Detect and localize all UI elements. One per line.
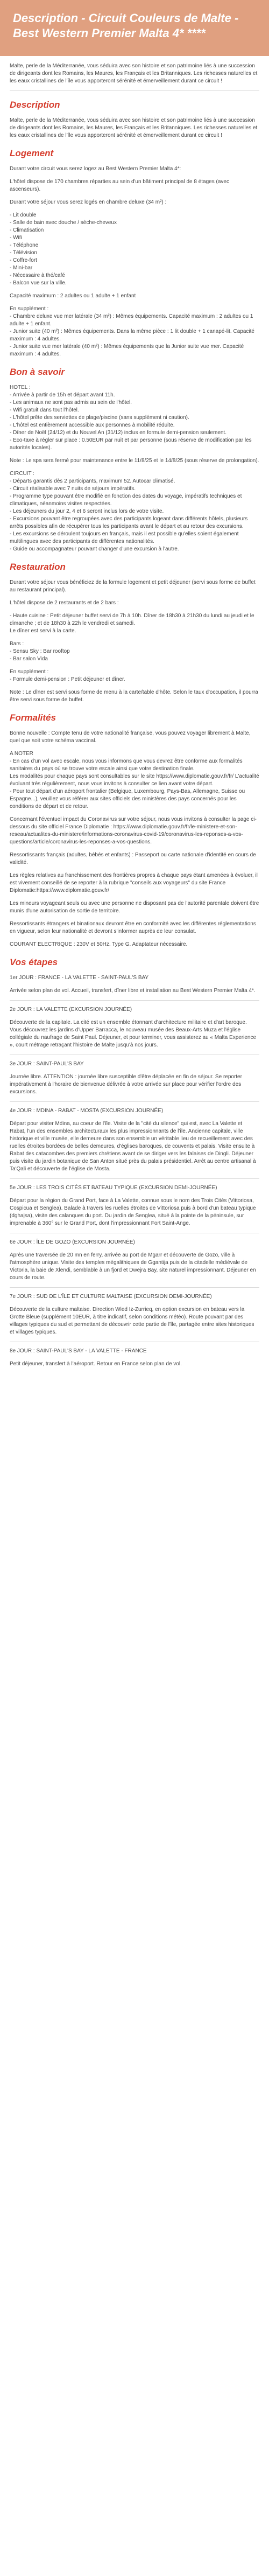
amenities-list [10,212,259,287]
hotel-info-line: - L'hôtel est entièrement accessible aux personnes à mobilité réduite. [10,422,175,428]
circuit-info-line: - Les excursions se déroulent toujours en français, mais il est possible qu'elles soient également multilingues avec des participants de différentes nationalités. [10,531,239,544]
restaurant-list [10,612,259,635]
amenity-item: - Climatisation [10,227,44,233]
day-divider [10,1000,259,1001]
spa-note: Note : Le spa sera fermé pour maintenance entre le 11/8/25 et le 14/8/25 (sous réserve de prolongation). [10,458,259,464]
day-text: Départ pour la région du Grand Port, face à La Valette, connue sous le nom des Trois Cités (Vittoriosa, Cospicua et Senglea). Balade à travers les ruelles étroites de Vittoriosa puis à bord d'un bateau typique (dghajsa), visite des calanques du port. Du jardin de Senglea, situé à la pointe de la péninsule, sur imprenable à 360° sur le Grand Port, dont l'impressionnant Fort Saint-Ange. [10,1198,256,1226]
circuit-info-line: - Circuit réalisable avec 7 nuits de séjours impératifs. [10,486,136,492]
amenity-item: - Balcon vue sur la ville. [10,280,67,286]
circuit-info-line: CIRCUIT : [10,471,34,477]
day-text: Découverte de la culture maltaise. Direction Wied Iz-Zurrieq, en option excursion en bateau vers la Grotte Bleue (supplément 10EUR, à titre indicatif, selon conditions météo). Route pouvant par des villages typiques du sud et permettant de découvrir cette partie de l'île, partagée entre sites historiques et villages typiques. [10,1307,254,1335]
amenity-item: - Wifi [10,235,22,241]
restauration-note: Note : Le dîner est servi sous forme de menu à la carte/table d'hôte. Selon le taux d'occupation, il pourra être servi sous forme de buffet. [10,689,258,703]
hotel-info-line: - L'hôtel prête des serviettes de plage/piscine (sans supplément ni caution). [10,415,189,421]
day-text: Découverte de la capitale. La cité est un ensemble étonnant d'architecture militaire et d'art baroque. Vous découvrez les jardins d'Upper Barracca, le nouveau musée des Beaux-Arts Muza et l'église collégiale du naufrage de Saint Paul. Déjeuner, et pour terminer, vous assisterez au « Malta Experience », court métrage retraçant l'histoire de Malte jusqu'à nos jours. [10,1020,257,1048]
supplement-line: - Junior suite vue mer latérale (40 m²) : Mêmes équipements que la Junior suite vue mer. Capacité maximum : 4 adultes. [10,344,244,357]
intro-text: Malte, perle de la Méditerranée, vous séduira avec son histoire et son patrimoine liés à une succession de dirigeants dont les Romains, les Maures, les Français et les Britanniques. Les richesses naturelles et les eaux cristallines de l'île vous apporteront sérénité et émerveillement durant ce circuit ! [10,63,258,84]
meal-supplement-line: - Formule demi-pension : Petit déjeuner et dîner. [10,676,125,682]
formalites-intro: Bonne nouvelle : Compte tenu de votre nationalité française, vous pouvez voyager librement à Malte, quel que soit votre schéma vaccinal. [10,730,251,744]
coronavirus-text: Concernant l'éventuel impact du Coronavirus sur votre séjour, nous vous invitons à consulter la page ci-dessous du site officiel France Diplomatie : https://www.diplomatie.gouv.fr/fr/le-ministere-et-son-reseau/actualites-du-ministere/informations-coronavirus-covid-19/coronavirus-les-reponses-a-vos-questions/article/coronavirus-les-reponses-a-vos-questions. [10,816,257,845]
hotel-info-line: - Wifi gratuit dans tout l'hôtel. [10,407,79,413]
day-divider [10,1287,259,1288]
page-title: Description - Circuit Couleurs de Malte - Best Western Premier Maltа 4* **** [13,11,239,40]
logement-room: Durant votre séjour vous serez logés en chambre deluxe (34 m²) : [10,199,167,205]
formalites-note-list [10,750,259,811]
circuit-info-list [10,470,259,553]
circuit-info-line: - Départs garantis dès 2 participants, maximum 52. Autocar climatisé. [10,478,175,484]
amenity-item: - Téléphone [10,242,39,248]
bar-line: - Bar salon Vida [10,656,48,662]
amenity-item: - Lit double [10,212,37,218]
amenity-item: - Nécessaire à thé/café [10,273,65,278]
main-content [0,56,269,1368]
hotel-info-list [10,384,259,452]
restaurant-line: - Haute cuisine : Petit déjeuner buffet servi de 7h à 10h. Dîner de 18h30 à 21h30 du lundi au jeudi et le dimanche ; et de 18h30 à 22h le vendredi et samedi. [10,613,254,626]
amenity-item: - Salle de bain avec douche / sèche-cheveux [10,220,117,226]
minors-rules: Les mineurs voyageant seuls ou avec une personne ne disposant pas de l'autorité parentale doivent être munis d'une autorisation de sortie de territoire. [10,900,259,914]
day-title: 7e JOUR : SUD DE L'ÎLE ET CULTURE MALTAISE (EXCURSION DEMI-JOURNÉE) [10,1294,212,1300]
description-text: Malte, perle de la Méditerranée, vous séduira avec son histoire et son patrimoine liés à une succession de dirigeants dont les Romains, les Maures, les Français et les Britanniques. Les richesses naturelles et les eaux cristallines de l'île vous apporteront sérénité et émerveillement durant ce circuit ! [10,117,258,138]
border-rules: Les règles relatives au franchissement des frontières propres à chaque pays étant amenées à évoluer, il est vivement conseillé de se reporter à la rubrique "conseils aux voyageurs" du site France Diplomatie:https://www.diplomatie.gouv.fr/ [10,872,258,893]
section-heading-etapes: Vos étapes [10,957,58,967]
day-title: 1er JOUR : FRANCE - LA VALETTE - SAINT-PAUL'S BAY [10,975,149,981]
day-title: 8e JOUR : SAINT-PAUL'S BAY - LA VALETTE - FRANCE [10,1348,147,1354]
circuit-info-line: - Programme type pouvant être modifié en fonction des dates du voyage, impératifs techniques et climatiques, néanmoins visites respectées. [10,493,242,507]
section-heading-restauration: Restauration [10,562,66,572]
formalites-note-line: A NOTER [10,751,33,757]
formalites-note-line: - En cas d'un vol avec escale, nous vous informons que vous devrez être conforme aux formalités sanitaires du pays où se trouve votre escale ainsi que votre destination finale. [10,758,243,772]
section-heading-description: Description [10,100,60,110]
section-heading-bon-a-savoir: Bon à savoir [10,367,65,377]
amenity-item: - Mini-bar [10,265,33,271]
foreign-nationals: Ressortissants étrangers et binationaux devront être en conformité avec les différentes réglementations en vigueur, selon leur nationalité et devront s'informer auprès de leur consulat. [10,921,256,934]
room-supplements [10,305,259,358]
logement-intro: Durant votre circuit vous serez logez au Best Western Premier Malta 4*: [10,166,181,172]
day-text: Départ pour visiter Mdina, au coeur de l'île. Visite de la "cité du silence" qui est, avec La Valette et Rabat, l'un des ensembles architecturaux les plus impressionnants de l'île. Ancienne capitale, ville historique et ville musée, elle demeure dans son ensemble un véritable lieu de recueillement avec des ruelles étroites bordées de belles demeures, d'églises baroques, de couvents et palais. Visite ensuite à Rabat des catacombes des premiers chrétiens avant de se diriger vers les falaises de Dingli. Déjeuner puis visite du jardin botanique de San Anton situé près du palais présidentiel. Arrêt au centre artisanal à Ta'Qali et découverte de l'église de Mosta. [10,1121,256,1172]
day-divider [10,1178,259,1179]
day-title: 4e JOUR : MDINA - RABAT - MOSTA (EXCURSION JOURNÉE) [10,1108,164,1114]
amenity-item: - Télévision [10,250,37,256]
circuit-info-line: - Excursions pouvant être regroupées avec des participants logeant dans différents hôtels, plusieurs arrêts possibles afin de récupérer tous les participants avant le départ et au retour des excursions. [10,516,248,529]
day-text: Petit déjeuner, transfert à l'aéroport. Retour en France selon plan de vol. [10,1361,182,1367]
section-heading-formalites: Formalités [10,713,56,723]
hotel-info-line: - Arrivée à partir de 15h et départ avant 11h. [10,392,115,398]
supplement-line: - Junior suite (40 m²) : Mêmes équipements. Dans la même pièce : 1 lit double + 1 canapé-lit. Capacité maximum : 4 adultes. [10,329,254,342]
electricity-info: COURANT ELECTRIQUE : 230V et 50Hz. Type G. Adaptateur nécessaire. [10,941,188,947]
bars-list [10,640,259,663]
supplement-line: En supplément : [10,306,49,312]
day-title: 6e JOUR : ÎLE DE GOZO (EXCURSION JOURNÉE) [10,1239,135,1245]
circuit-info-line: - Les déjeuners du jour 2, 4 et 6 seront inclus lors de votre visite. [10,508,164,514]
day-title: 5e JOUR : LES TROIS CITÉS ET BATEAU TYPIQUE (EXCURSION DEMI-JOURNÉE) [10,1185,217,1191]
day-text: Arrivée selon plan de vol. Accueil, transfert, dîner libre et installation au Best Western Premier Malta 4*. [10,988,256,994]
formalites-note-line: Les modalités pour chaque pays sont consultables sur le site https://www.diplomatie.gouv.fr/fr/ L'actualité évoluant très régulièrement, nous vous invitons à consulter ce lien avant votre départ. [10,773,259,787]
logement-building: L'hôtel dispose de 170 chambres réparties au sein d'un bâtiment principal de 8 étages (avec ascenseurs). [10,179,229,192]
hotel-info-line: - Eco-taxe à régler sur place : 0.50EUR par nuit et par personne (sous réserve de modification par les autorités locales). [10,437,252,451]
day-divider [10,1101,259,1102]
section-divider [10,90,259,91]
day-text: Journée libre. ATTENTION : journée libre susceptible d'être déplacée en fin de séjour. Se reporter impérativement à l'horaire de bienvenue délivrée à votre arrivée sur place pour vérifier l'ordre des excursions. [10,1074,242,1095]
hotel-info-line: - Les animaux ne sont pas admis au sein de l'hôtel. [10,400,132,406]
id-requirements: Ressortissants français (adultes, bébés et enfants) : Passeport ou carte nationale d'identité en cours de validité. [10,852,256,865]
formalites-note-line: - Pour tout départ d'un aéroport frontalier (Belgique, Luxembourg, Pays-Bas, Allemagne, Suisse ou Espagne...), veuillez vous référer aux sites officiels des ministères des pays concernés pour les conditions de départ et de retour. [10,788,245,809]
hotel-info-line: HOTEL : [10,385,31,390]
capacity-text: Capacité maximum : 2 adultes ou 1 adulte + 1 enfant [10,293,136,299]
day-text: Après une traversée de 20 mn en ferry, arrivée au port de Mgarr et découverte de Gozo, ville à l'atmosphère unique. Visite des temples mégalithiques de Ggantija puis de la citadelle médiévale de Victoria, la baie de Xlendi, semblable à un fjord et Dwejra Bay, site naturel impressionnant. Déjeuner en cours de route. [10,1252,256,1281]
amenity-item: - Coffre-fort [10,257,37,263]
meal-supplement-line: En supplément : [10,669,49,675]
section-heading-logement: Logement [10,148,54,158]
hotel-info-line: - Dîner de Noël (24/12) et du Nouvel An (31/12) inclus en formule demi-pension seulement. [10,430,226,436]
meal-supplements [10,668,259,683]
circuit-info-line: - Guide ou accompagnateur pouvant changer d'une excursion à l'autre. [10,546,179,552]
bar-line: - Sensu Sky : Bar rooftop [10,648,70,654]
restauration-intro: Durant votre séjour vous bénéficiez de la formule logement et petit déjeuner (servi sous forme de buffet au restaurant principal). [10,580,256,593]
supplement-line: - Chambre deluxe vue mer latérale (34 m²) : Mêmes équipements. Capacité maximum : 2 adultes ou 1 adulte + 1 enfant. [10,313,253,327]
bar-line: Bars : [10,641,24,647]
restauration-count: L'hôtel dispose de 2 restaurants et de 2 bars : [10,600,119,606]
day-title: 2e JOUR : LA VALETTE (EXCURSION JOURNÉE) [10,1007,132,1013]
hero-banner [0,0,269,56]
day-title: 3e JOUR : SAINT-PAUL'S BAY [10,1061,84,1067]
restaurant-line: Le dîner est servi à la carte. [10,628,76,634]
